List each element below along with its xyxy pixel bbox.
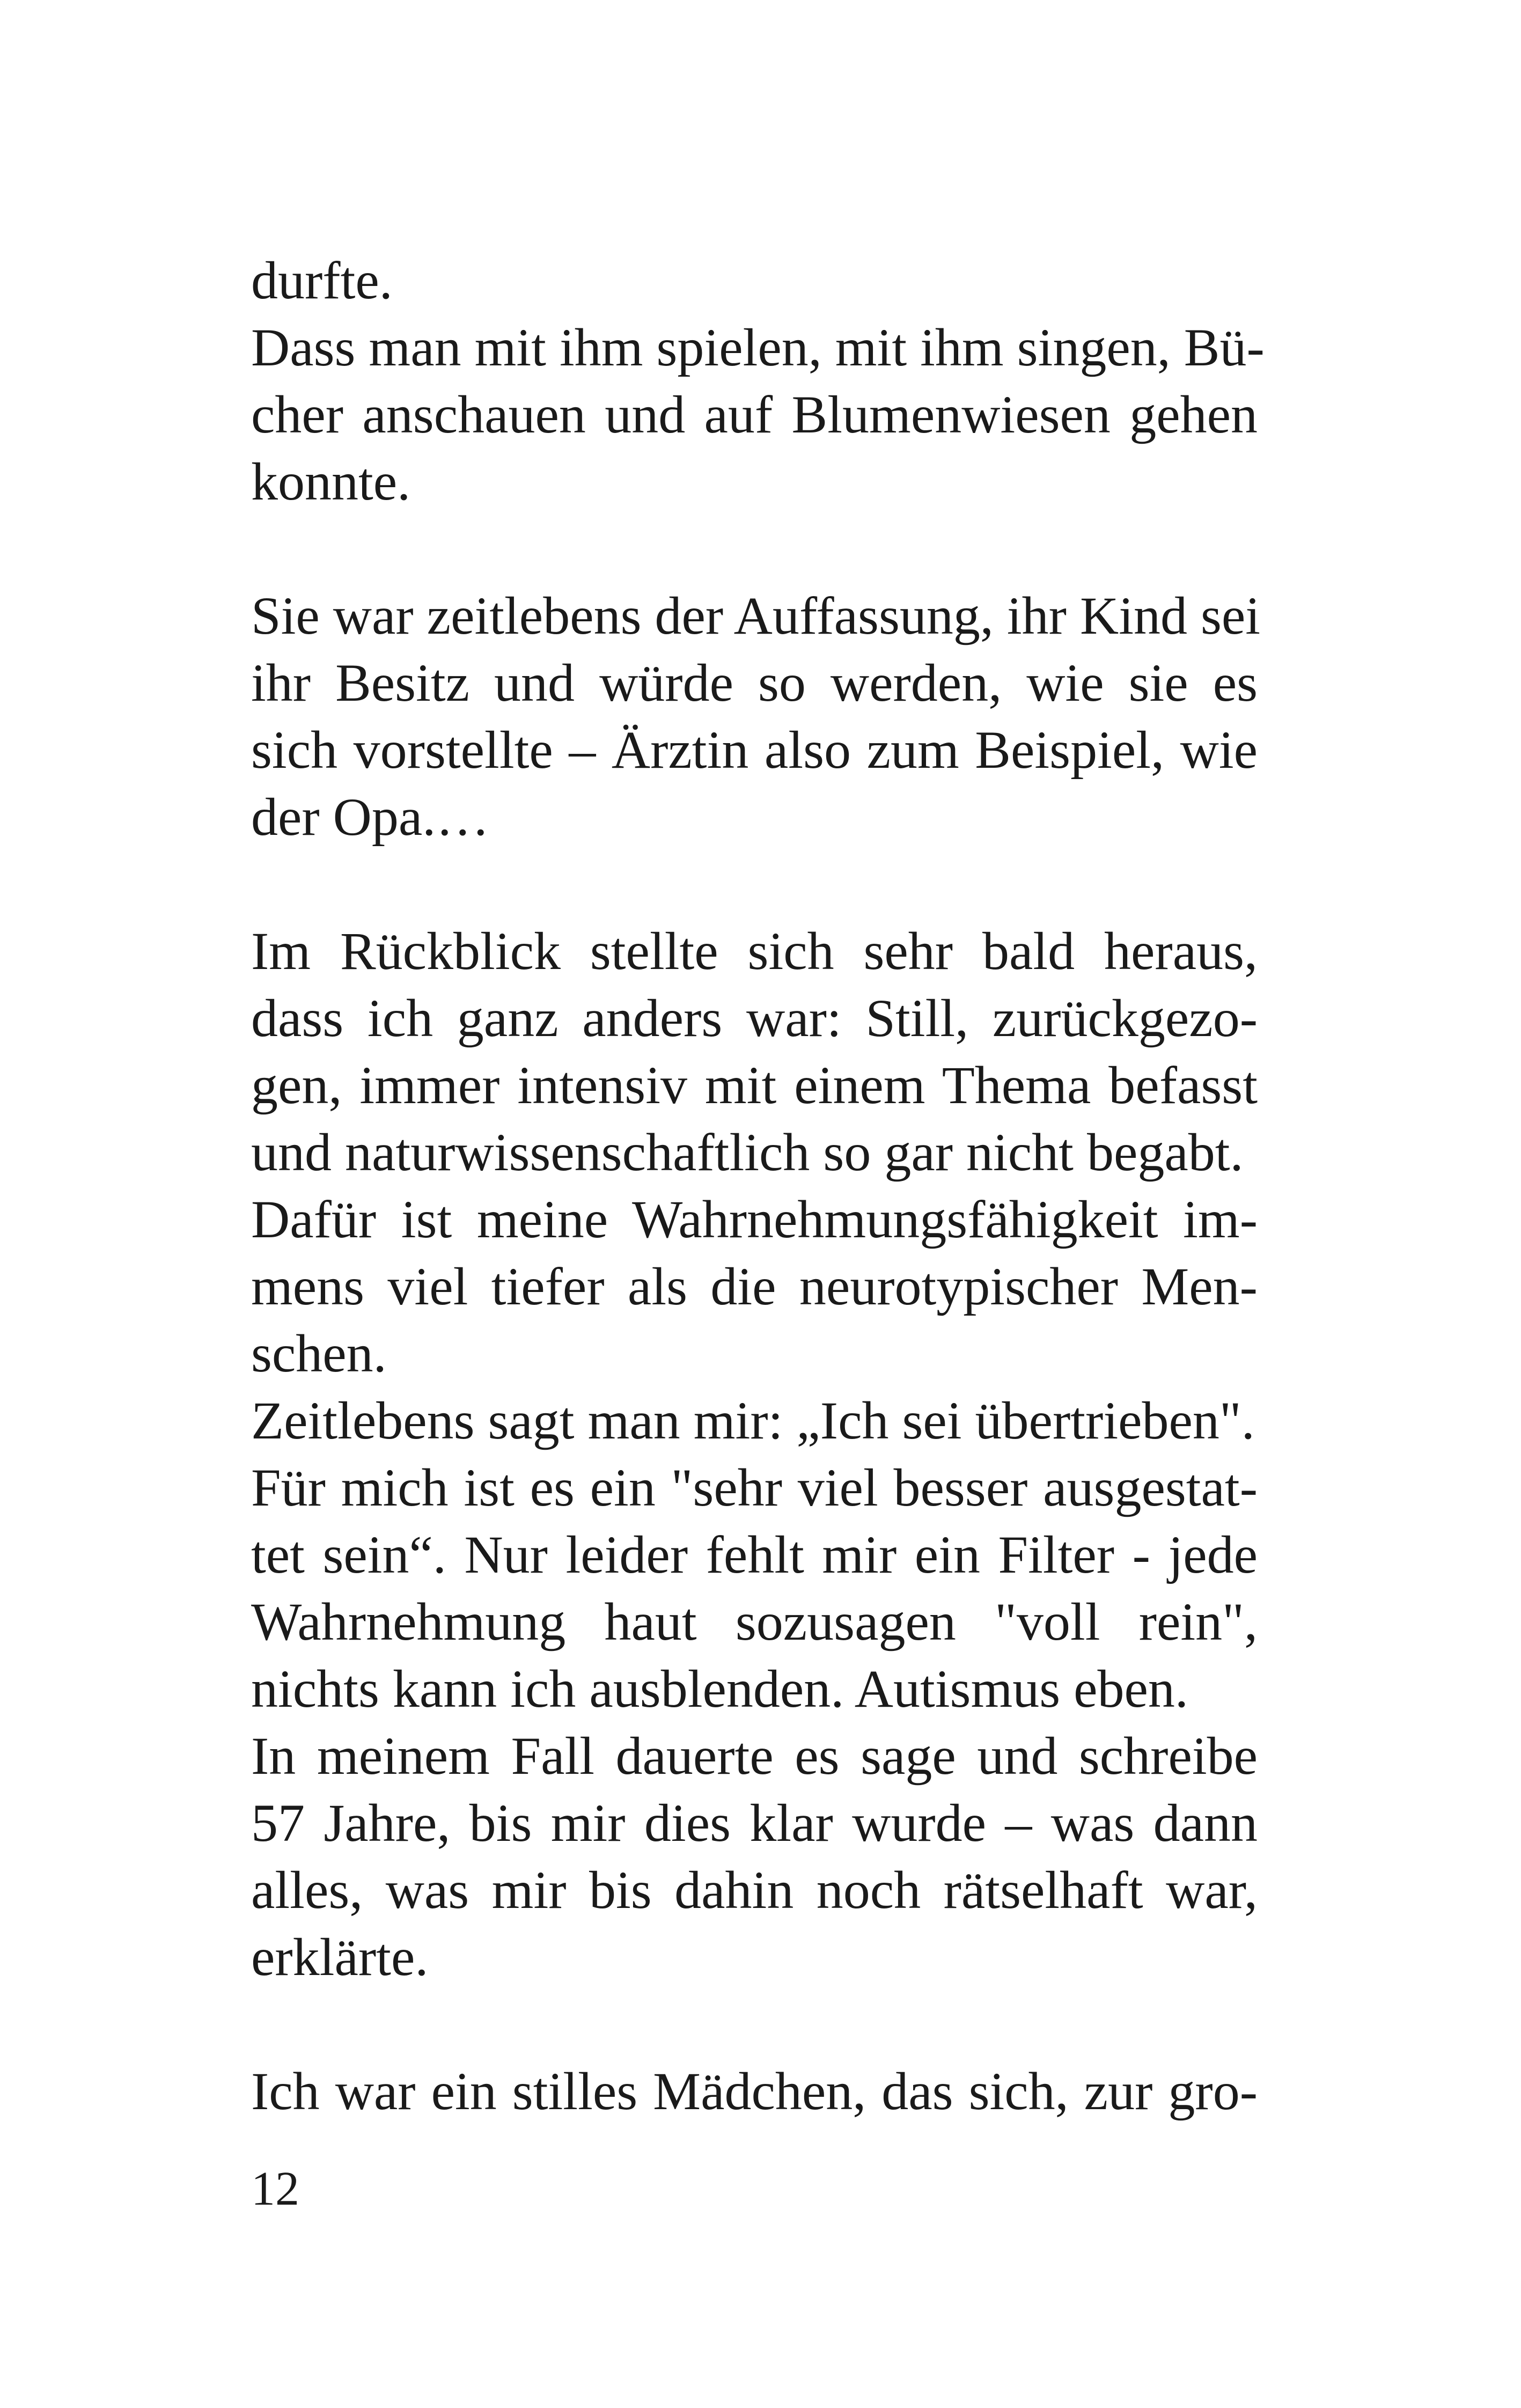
text-line: Wahrnehmung haut sozusagen "voll rein", [251, 1592, 1258, 1651]
paragraph-gap [251, 1991, 1258, 2058]
text-line: 57 Jahre, bis mir dies klar wurde – was dann [251, 1793, 1258, 1853]
text-line: ihr Besitz und würde so werden, wie sie es [251, 653, 1258, 713]
text-line: alles, was mir bis dahin noch rätselhaft war, [251, 1860, 1258, 1920]
body-text [251, 247, 1265, 2125]
page-number: 12 [251, 2162, 299, 2215]
text-line: mens viel tiefer als die neurotypischer Men- [251, 1257, 1258, 1316]
text-line: In meinem Fall dauerte es sage und schreibe [251, 1726, 1258, 1786]
text-line: Dafür ist meine Wahrnehmungsfähigkeit im- [251, 1190, 1258, 1249]
text-line: Ich war ein stilles Mädchen, das sich, zur gro- [251, 2061, 1258, 2121]
text-line: cher anschauen und auf Blumenwiesen gehen [251, 385, 1258, 444]
text-line: Zeitlebens sagt man mir: „Ich sei übertrieben". [251, 1391, 1255, 1450]
text-line: Sie war zeitlebens der Auffassung, ihr Kind sei [251, 586, 1261, 645]
text-line: gen, immer intensiv mit einem Thema befasst [251, 1055, 1258, 1115]
text-line: und naturwissenschaftlich so gar nicht begabt. [251, 1122, 1244, 1182]
text-line: dass ich ganz anders war: Still, zurückgezo- [251, 988, 1258, 1048]
text-line: Im Rückblick stellte sich sehr bald heraus, [251, 921, 1258, 981]
text-line: der Opa.… [251, 787, 490, 847]
text-line: nichts kann ich ausblenden. Autismus eben. [251, 1659, 1188, 1719]
text-line: erklärte. [251, 1927, 429, 1987]
text-line: Für mich ist es ein "sehr viel besser ausgestat- [251, 1458, 1258, 1517]
text-line: Dass man mit ihm spielen, mit ihm singen, Bü- [251, 318, 1265, 377]
text-line: durfte. [251, 251, 393, 310]
text-line: konnte. [251, 452, 411, 511]
text-line: tet sein“. Nur leider fehlt mir ein Filter - jede [251, 1525, 1258, 1584]
text-line: sich vorstellte – Ärztin also zum Beispiel, wie [251, 720, 1258, 780]
text-line: schen. [251, 1324, 387, 1383]
paragraph-gap [251, 515, 1258, 582]
paragraph-gap [251, 850, 1258, 917]
